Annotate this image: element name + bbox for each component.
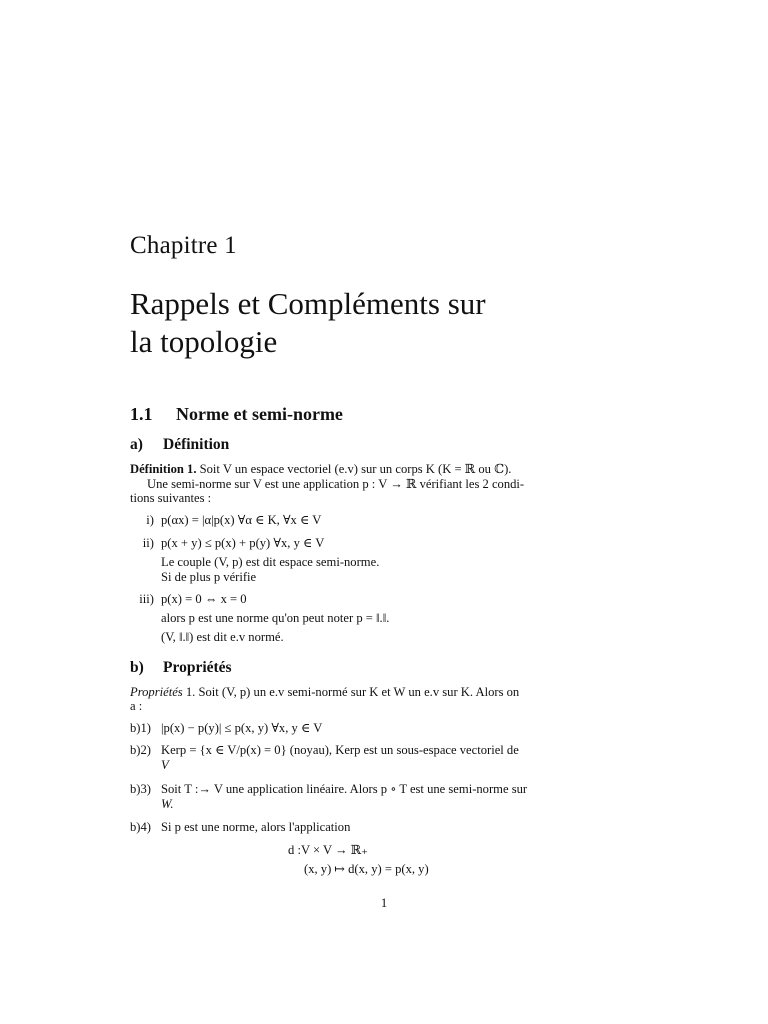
definition-line: tions suivantes : — [130, 491, 212, 505]
properties-label-number: 1. — [185, 685, 196, 699]
property-label: b)4) — [130, 820, 151, 834]
chapter-title-line: la topologie — [130, 324, 278, 359]
section-title: Norme et semi-norme — [176, 404, 343, 424]
condition-text: p(x + y) ≤ p(x) + p(y) ∀x, y ∈ V — [161, 536, 325, 550]
definition-line: Une semi-norme sur V est une application p : V → ℝ vérifiant les 2 condi- — [147, 477, 525, 491]
subsection-title: Propriétés — [163, 659, 232, 676]
chapter-label: Chapitre 1 — [130, 232, 237, 259]
property-label: b)3) — [130, 782, 151, 796]
display-equation: (x, y) ↦ d(x, y) = p(x, y) — [304, 862, 429, 876]
condition-note: Le couple (V, p) est dit espace semi-norme. — [161, 555, 380, 569]
condition-label: ii) — [142, 536, 154, 550]
condition-note: (V, ‖.‖) est dit e.v normé. — [161, 630, 284, 644]
property-text: Soit T :→ V une application linéaire. Alors p ∘ T est une semi-norme sur — [161, 782, 528, 796]
properties-line — [130, 685, 519, 700]
section-number: 1.1 — [130, 404, 153, 424]
chapter-title-line: Rappels et Compléments sur — [130, 286, 486, 321]
subsection-number: b) — [130, 659, 144, 676]
condition-label: iii) — [139, 592, 154, 606]
property-text: W. — [161, 797, 174, 811]
property-text: V — [161, 758, 169, 772]
subsection-number: a) — [130, 436, 143, 453]
subsection-title: Définition — [163, 436, 230, 453]
condition-label: i) — [146, 513, 154, 527]
property-text: |p(x) − p(y)| ≤ p(x, y) ∀x, y ∈ V — [161, 721, 323, 735]
condition-text: p(x) = 0 ⇔ x = 0 — [161, 592, 247, 606]
definition-line — [130, 462, 511, 477]
subsection-heading-definition — [130, 436, 229, 454]
property-text: Si p est une norme, alors l'application — [161, 820, 351, 834]
section-heading — [130, 404, 343, 425]
condition-note: Si de plus p vérifie — [161, 570, 257, 584]
definition-text: Soit V un espace vectoriel (e.v) sur un corps K (K = ℝ ou ℂ). — [199, 462, 512, 476]
property-label: b)1) — [130, 721, 151, 735]
properties-text: Soit (V, p) un e.v semi-normé sur K et W un e.v sur K. Alors on — [198, 685, 520, 699]
properties-label: Propriétés — [130, 685, 183, 699]
properties-line: a : — [130, 699, 143, 713]
page-number: 1 — [380, 896, 388, 910]
property-text: Kerp = {x ∈ V/p(x) = 0} (noyau), Kerp est un sous-espace vectoriel de — [161, 743, 519, 757]
subsection-heading-properties — [130, 659, 232, 677]
condition-note: alors p est une norme qu'on peut noter p = ‖.‖. — [161, 611, 390, 625]
chapter-title — [130, 285, 590, 361]
condition-text: p(αx) = |α|p(x) ∀α ∈ K, ∀x ∈ V — [161, 513, 322, 527]
definition-label: Définition 1. — [130, 462, 197, 476]
property-label: b)2) — [130, 743, 151, 757]
display-equation: d :V × V → ℝ₊ — [288, 843, 368, 857]
